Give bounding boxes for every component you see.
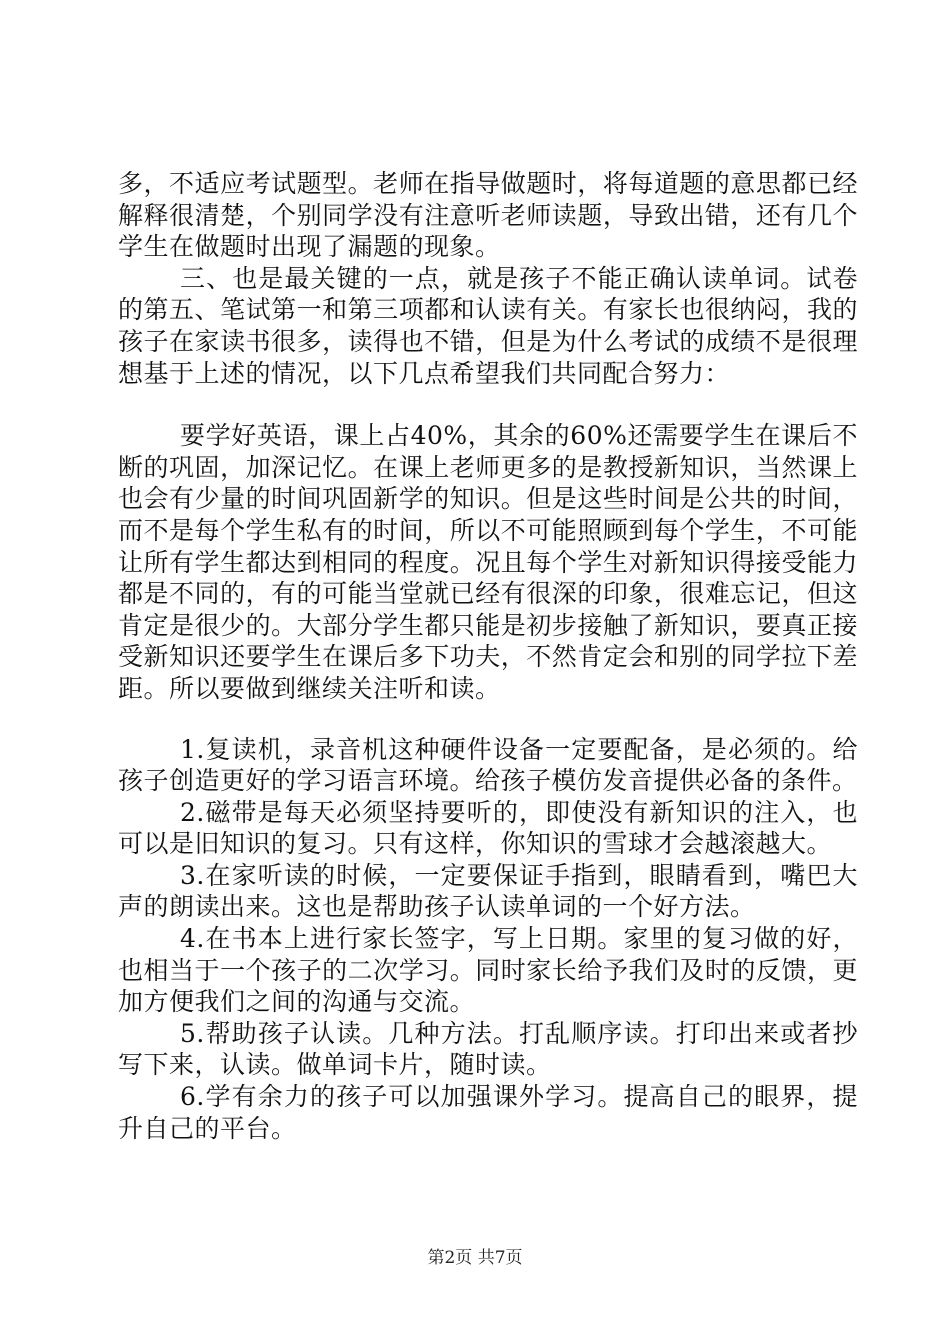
list-item-3: 3.在家听读的时候，一定要保证手指到，眼睛看到，嘴巴大声的朗读出来。这也是帮助孩子认读单词的一个好方法。: [118, 860, 858, 922]
page-number: 第2页 共7页: [427, 1248, 523, 1268]
paragraph-point-three: 三、也是最关键的一点，就是孩子不能正确认读单词。试卷的第五、笔试第一和第三项都和认读有关。有家长也很纳闷，我的孩子在家读书很多，读得也不错，但是为什么考试的成绩不是很理想基于上述的情况，以下几点希望我们共同配合努力：: [118, 263, 858, 388]
paragraph-learning-english: 要学好英语，课上占40%，其余的60%还需要学生在课后不断的巩固，加深记忆。在课上老师更多的是教授新知识，当然课上也会有少量的时间巩固新学的知识。但是这些时间是公共的时间，而不是每个学生私有的时间，所以不可能照顾到每个学生，不可能让所有学生都达到相同的程度。况且每个学生对新知识得接受能力都是不同的，有的可能当堂就已经有很深的印象，很难忘记，但这肯定是很少的。大部分学生都只能是初步接触了新知识，要真正接受新知识还要学生在课后多下功夫，不然肯定会和别的同学拉下差距。所以要做到继续关注听和读。: [118, 421, 858, 703]
list-item-4: 4.在书本上进行家长签字，写上日期。家里的复习做的好，也相当于一个孩子的二次学习。同时家长给予我们及时的反馈，更加方便我们之间的沟通与交流。: [118, 924, 858, 1017]
list-item-5: 5.帮助孩子认读。几种方法。打乱顺序读。打印出来或者抄写下来，认读。做单词卡片，随时读。: [118, 1018, 858, 1080]
paragraph-continuation: 多，不适应考试题型。老师在指导做题时，将每道题的意思都已经解释很清楚，个别同学没有注意听老师读题，导致出错，还有几个学生在做题时出现了漏题的现象。: [118, 169, 858, 262]
document-body: [118, 168, 858, 1144]
list-item-2: 2.磁带是每天必须坚持要听的，即使没有新知识的注入，也可以是旧知识的复习。只有这样，你知识的雪球才会越滚越大。: [118, 797, 858, 859]
list-item-1: 1.复读机，录音机这种硬件设备一定要配备，是必须的。给孩子创造更好的学习语言环境。给孩子模仿发音提供必备的条件。: [118, 734, 858, 796]
list-item-6: 6.学有余力的孩子可以加强课外学习。提高自己的眼界，提升自己的平台。: [118, 1082, 858, 1143]
